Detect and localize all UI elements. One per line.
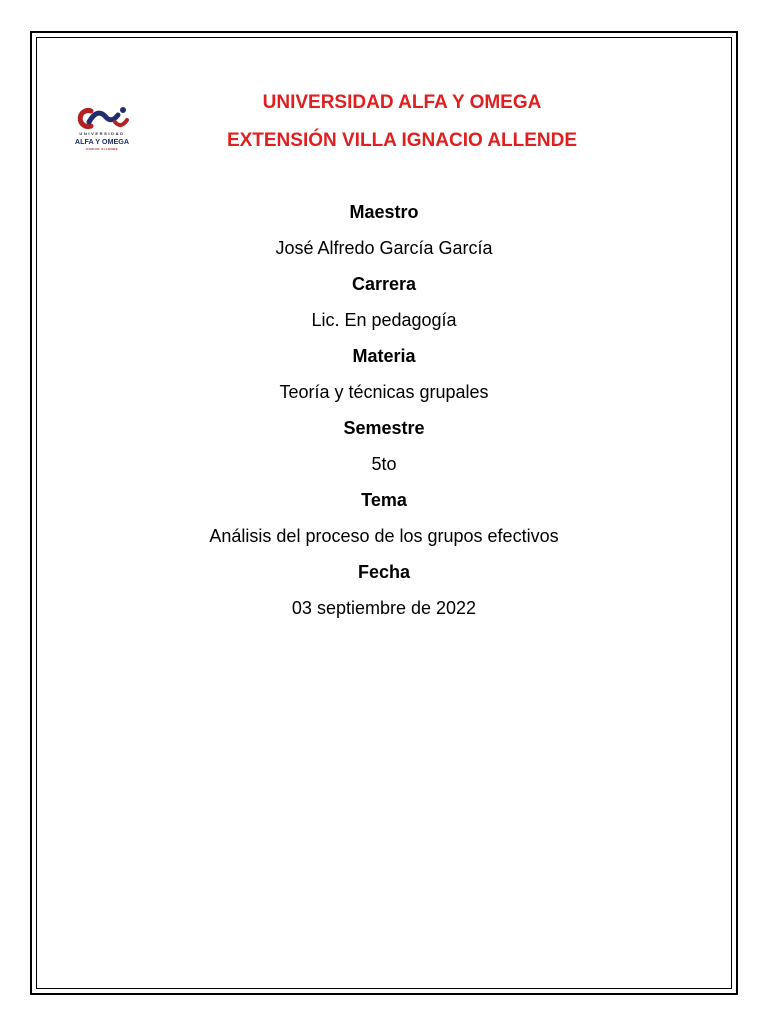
logo-line-2: ALFA Y OMEGA — [74, 137, 130, 146]
logo-line-3: UNIDAD ALLENDE — [85, 147, 119, 151]
teacher-label: Maestro — [349, 202, 419, 222]
career-value: Lic. En pedagogía — [311, 310, 457, 330]
date-value: 03 septiembre de 2022 — [291, 598, 477, 618]
logo-line-1: UNIVERSIDAD — [79, 131, 125, 136]
logo-emblem-icon — [71, 102, 133, 132]
date-label: Fecha — [357, 562, 411, 582]
university-title: UNIVERSIDAD ALFA Y OMEGA — [262, 92, 542, 113]
topic-label: Tema — [361, 490, 407, 510]
subject-value: Teoría y técnicas grupales — [279, 382, 489, 402]
semester-value: 5to — [371, 454, 397, 474]
topic-value: Análisis del proceso de los grupos efectivos — [209, 526, 559, 546]
career-label: Carrera — [351, 274, 417, 294]
university-logo — [71, 102, 133, 154]
extension-title: EXTENSIÓN VILLA IGNACIO ALLENDE — [226, 130, 578, 151]
teacher-value: José Alfredo García García — [275, 238, 493, 258]
cover-details — [34, 199, 734, 631]
semester-label: Semestre — [343, 418, 425, 438]
subject-label: Materia — [352, 346, 416, 366]
